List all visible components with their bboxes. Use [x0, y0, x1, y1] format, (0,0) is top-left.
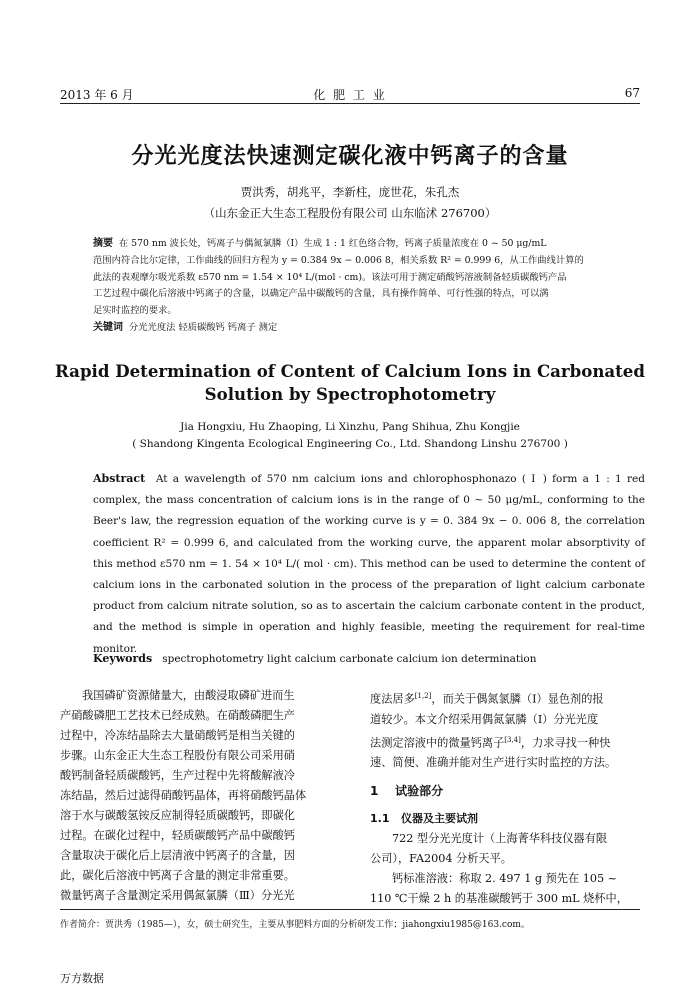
affiliation-cn: （山东金正大生态工程股份有限公司 山东临沭 276700） [203, 206, 497, 220]
header-rule [60, 103, 640, 104]
authors-en: Jia Hongxiu, Hu Zhaoping, Li Xinzhu, Pang Shihua, Zhu Kongjie [180, 421, 520, 433]
body-text: ，力求寻找一种快 [520, 736, 611, 750]
body-paragraph-line: 微量钙离子含量测定采用偶氮氯膦（Ⅲ）分光光 [60, 889, 295, 902]
section-number: 1 [370, 784, 379, 799]
section-title: 试验部分 [395, 784, 444, 799]
keywords-en-text: spectrophotometry light calcium carbonate calcium ion determination [162, 653, 537, 665]
abstract-cn-line: 工艺过程中碳化后溶液中钙离子的含量，以确定产品中碳酸钙的含量，具有操作简单、可行性强的特点，可以满 [93, 288, 549, 300]
abstract-en-line: complex, the mass concentration of calcium ions is in the range of 0 ~ 50 μg/mL, conforming to the [93, 494, 645, 507]
abstract-en-line: Beer's law, the regression equation of the working curve is y = 0. 384 9x − 0. 006 8, the correlation [93, 515, 645, 528]
body-paragraph-line: 产硝酸磷肥工艺技术已经成熟。在硝酸磷肥生产 [60, 709, 295, 722]
body-right-column [370, 686, 640, 909]
body-paragraph-line: 此，碳化后溶液中钙离子含量的测定非常重要。 [60, 869, 295, 882]
abstract-en-line [93, 468, 645, 490]
abstract-en-line: product from calcium nitrate solution, so as to ascertain the calcium carbonate content in the product, [93, 600, 645, 613]
keywords-cn [93, 320, 645, 337]
abstract-en-label: Abstract [93, 472, 146, 485]
title-en-line2: Solution by Spectrophotometry [204, 384, 496, 404]
keywords-en-label: Keywords [93, 652, 153, 665]
body-paragraph-line: 溶于水与碳酸氢铵反应制得轻质碳酸钙，即碳化 [60, 809, 295, 822]
author-footnote: 作者简介：贾洪秀（1985—），女，硕士研究生，主要从事肥料方面的分析研发工作；jiahongxiu1985@163.com。 [60, 920, 530, 930]
body-paragraph-line: 公司），FA2004 分析天平。 [370, 852, 512, 866]
body-paragraph-line: 步骤。山东金正大生态工程股份有限公司采用硝 [60, 749, 295, 762]
body-paragraph-line: 速、简便、准确并能对生产进行实时监控的方法。 [370, 756, 617, 770]
header-journal: 化 肥 工 业 [313, 88, 387, 102]
body-paragraph-line: 钙标准溶液：称取 2. 497 1 g 预先在 105 ~ [392, 872, 617, 886]
body-paragraph-line: 酸钙制备轻质碳酸钙，生产过程中先将酸解液冷 [60, 769, 295, 782]
title-en-line1: Rapid Determination of Content of Calcium Ions in Carbonated [55, 361, 645, 381]
abstract-cn-line: 范围内符合比尔定律，工作曲线的回归方程为 y = 0.384 9x − 0.006 8，相关系数 R² = 0.999 6，从工作曲线计算的 [93, 254, 584, 266]
abstract-en-line: monitor. [93, 642, 138, 655]
authors-cn: 贾洪秀，胡兆平，李新柱，庞世花，朱孔杰 [240, 185, 460, 199]
body-left-column [60, 686, 330, 906]
body-text: ，而关于偶氮氯膦（Ⅰ）显色剂的报 [431, 692, 604, 706]
body-text: 度法居多 [370, 692, 415, 706]
body-paragraph-line: 过程中，冷冻结晶除去大量硝酸钙是相当关键的 [60, 729, 295, 742]
body-paragraph-line: 722 型分光光度计（上海菁华科技仪器有限 [392, 832, 608, 846]
body-paragraph-line: 我国磷矿资源储量大，由酸浸取磷矿进而生 [82, 689, 295, 702]
citation-ref: [1,2] [414, 692, 432, 700]
body-paragraph-line: 过程。在碳化过程中，轻质碳酸钙产品中碳酸钙 [60, 829, 295, 842]
title-cn: 分光光度法快速测定碳化液中钙离子的含量 [131, 144, 569, 169]
subsection-title: 仪器及主要试剂 [401, 812, 478, 826]
affiliation-en: ( Shandong Kingenta Ecological Engineering Co., Ltd. Shandong Linshu 276700 ) [132, 438, 568, 450]
abstract-cn-text: 在 570 nm 波长处，钙离子与偶氮氯膦（Ⅰ）生成 1 : 1 红色络合物，钙离子质量浓度在 0 ~ 50 μg/mL [118, 238, 547, 249]
abstract-cn-line: 足实时监控的要求。 [93, 305, 177, 317]
abstract-en-text: At a wavelength of 570 nm calcium ions and chlorophosphonazo ( Ⅰ ) form a 1 : 1 red [155, 473, 645, 485]
abstract-en-line: calcium ions in the carbonated solution in the process of the preparation of light calcium carbonate [93, 579, 645, 592]
abstract-en-line: this method ε570 nm = 1. 54 × 10⁴ L/( mol · cm). This method can be used to determine the content of [93, 557, 645, 570]
body-text: 法测定溶液中的微量钙离子 [370, 736, 505, 750]
footnote-rule [60, 909, 640, 910]
subsection-heading [370, 809, 640, 829]
abstract-en-line: and the method is simple in operation and highly feasible, meeting the requirement for real-time [93, 621, 645, 634]
body-paragraph-line [370, 686, 640, 710]
watermark-text: 万方数据 [60, 972, 104, 985]
abstract-cn-label: 摘要 [93, 238, 113, 249]
body-paragraph-line [370, 730, 640, 754]
subsection-number: 1.1 [370, 812, 390, 826]
body-paragraph-line: 含量取决于碳化后上层清液中钙离子的含量，因 [60, 849, 295, 862]
abstract-cn-line [93, 236, 645, 253]
abstract-en [93, 468, 645, 660]
keywords-en [93, 652, 537, 665]
header-page-number: 67 [624, 86, 640, 100]
body-paragraph-line: 道较少。本文介绍采用偶氮氯膦（Ⅰ）分光光度 [370, 712, 599, 726]
body-paragraph-line: 冻结晶，然后过滤得硝酸钙晶体，再将硝酸钙晶体 [60, 789, 307, 802]
citation-ref: [3,4] [504, 735, 521, 744]
keywords-cn-text: 分光光度法 轻质碳酸钙 钙离子 测定 [128, 321, 278, 333]
keywords-cn-label: 关键词 [93, 321, 123, 333]
abstract-cn-line: 此法的表观摩尔吸光系数 ε570 nm = 1.54 × 10⁴ L/(mol · cm)。该法可用于测定硝酸钙溶液制备轻质碳酸钙产品 [93, 271, 567, 283]
body-paragraph-line: 110 ℃干燥 2 h 的基准碳酸钙于 300 mL 烧杯中， [370, 892, 628, 906]
section-heading [370, 781, 640, 801]
header-date: 2013 年 6 月 [60, 88, 134, 102]
abstract-cn [93, 236, 645, 337]
abstract-en-line: coefficient R² = 0.999 6, and calculated from the working curve, the apparent molar absorptivity of [93, 536, 645, 549]
